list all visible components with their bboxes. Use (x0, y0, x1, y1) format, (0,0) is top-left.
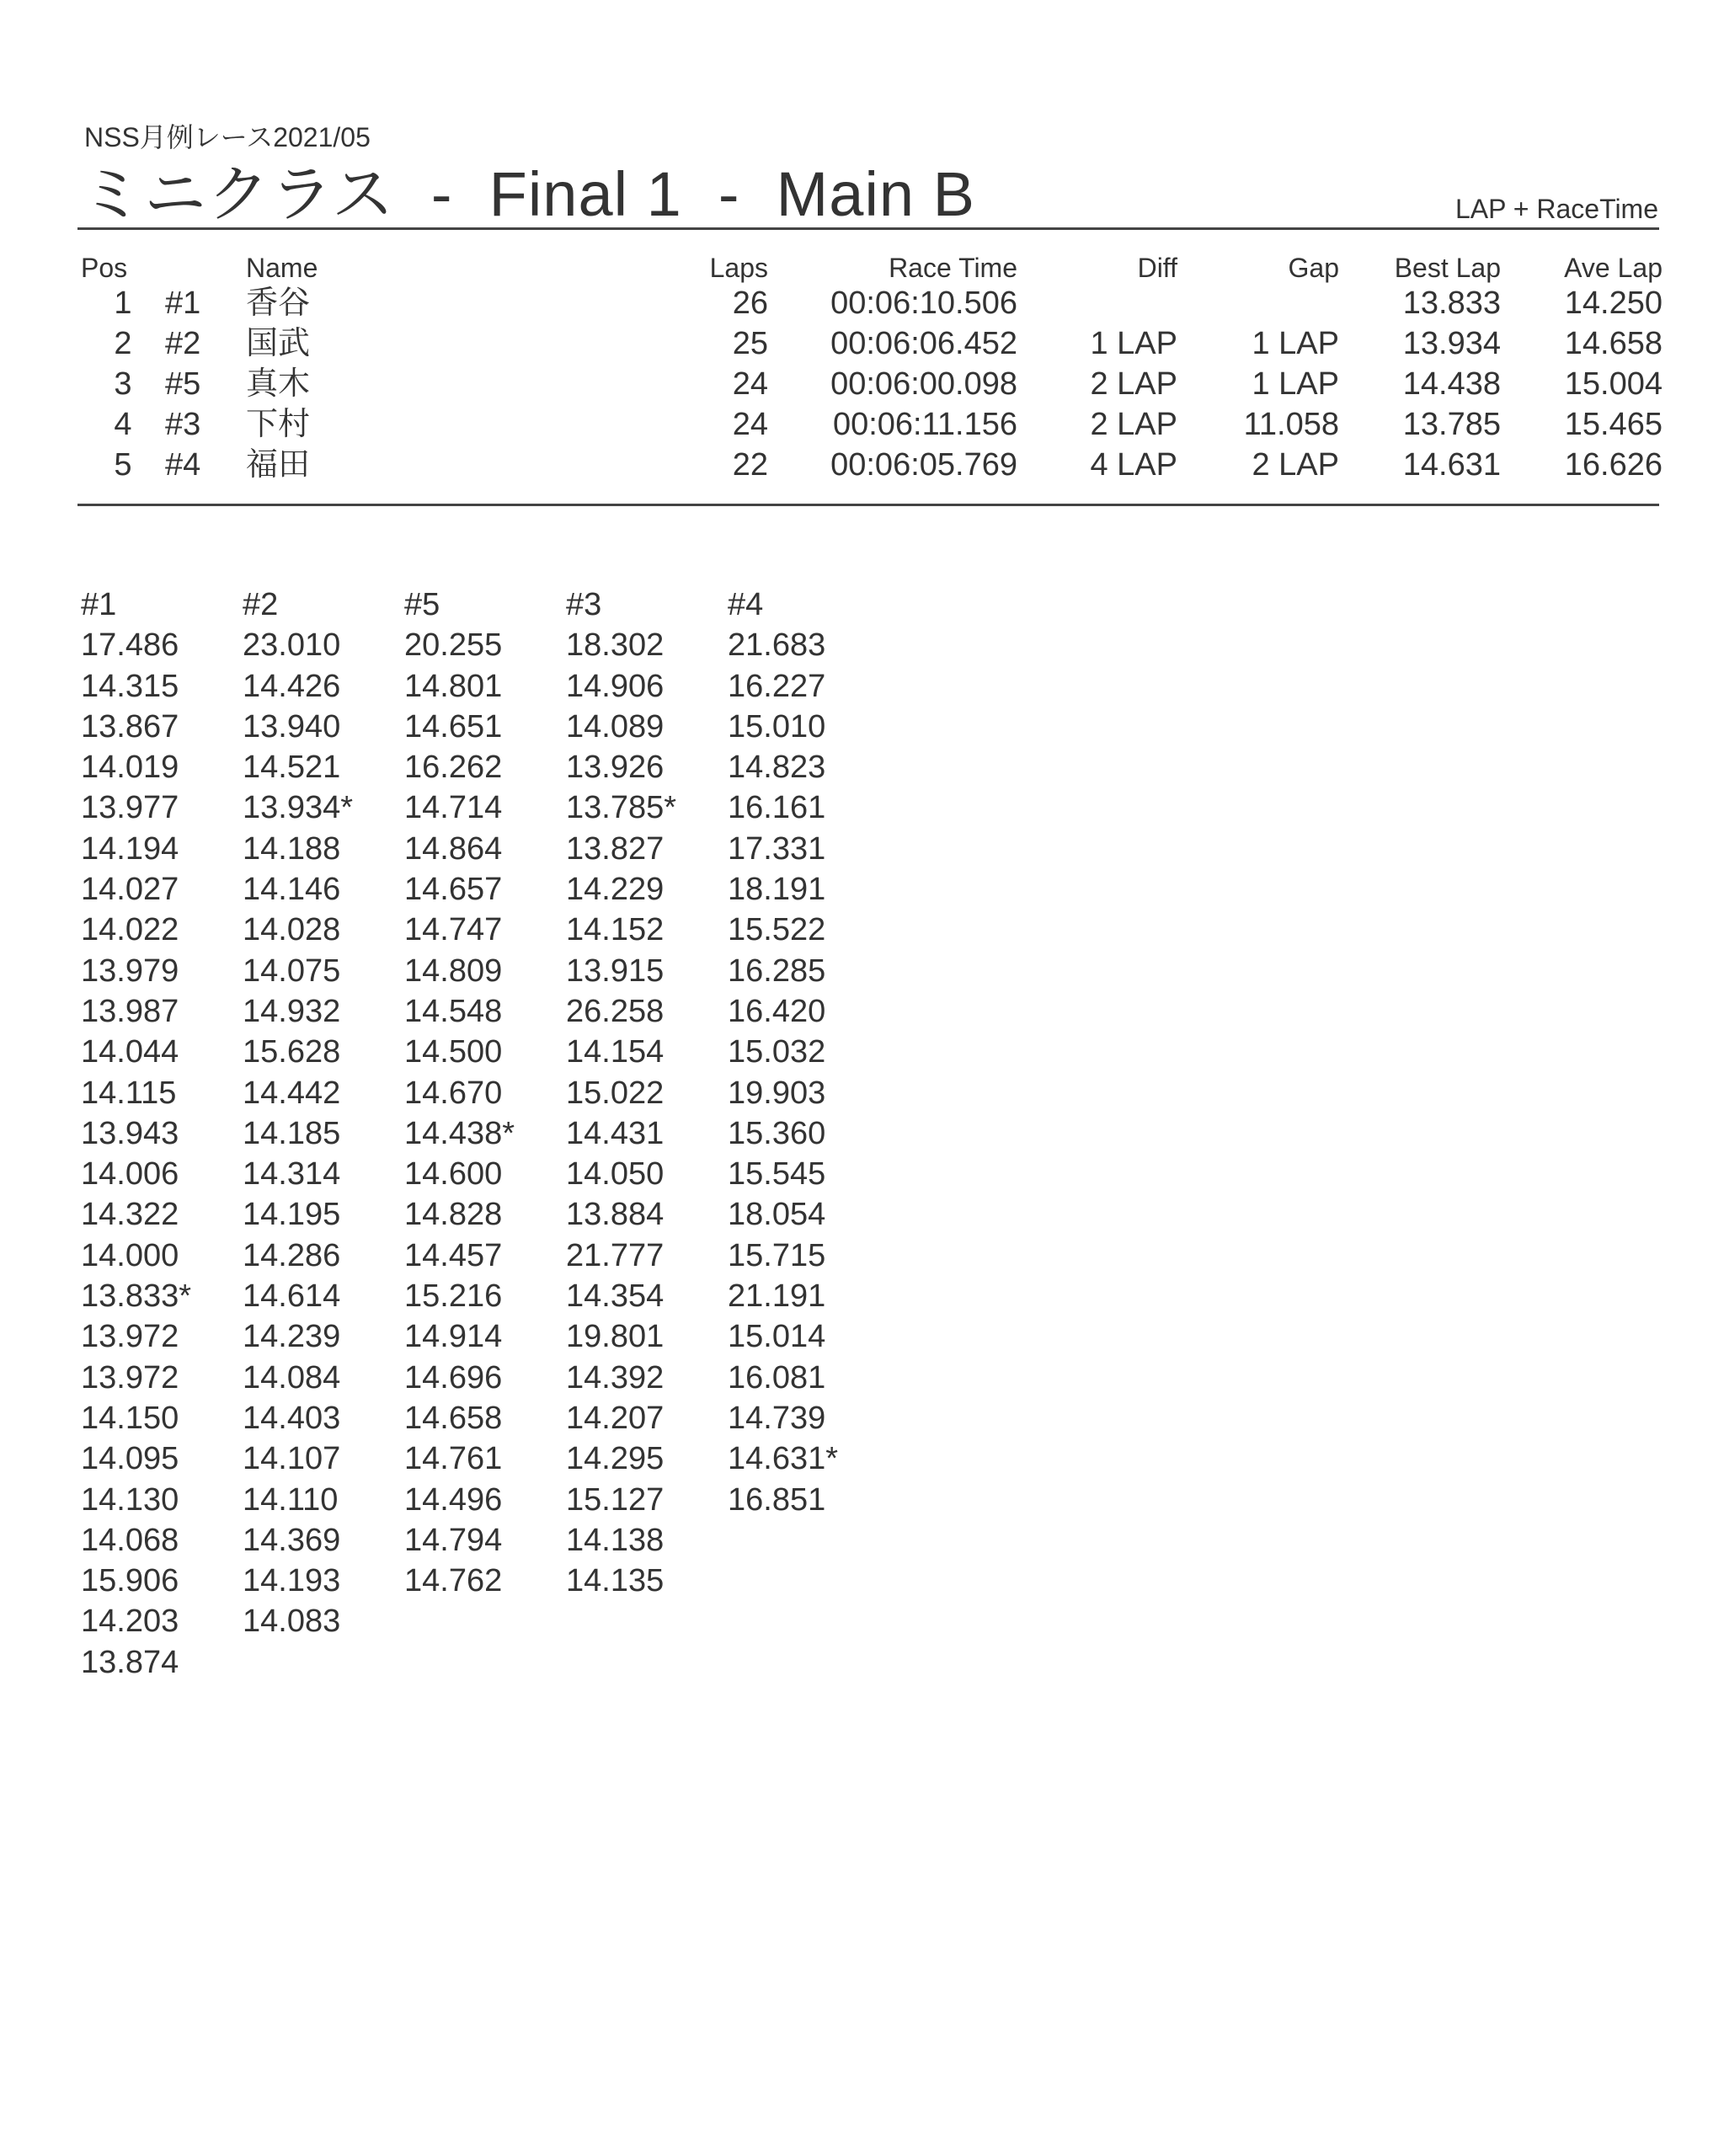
lap-time: 14.809 (404, 953, 503, 989)
driver-name-cell: 下村 (246, 407, 311, 442)
lap-time: 13.972 (81, 1359, 179, 1396)
lap-time: 21.191 (728, 1278, 826, 1315)
diff-cell: 4 LAP (1090, 447, 1177, 483)
col-best-lap: Best Lap (1394, 253, 1501, 283)
lap-time: 14.442 (243, 1075, 341, 1111)
lap-time: 14.027 (81, 872, 179, 908)
lap-column-header: #3 (566, 587, 602, 622)
pos-cell: 2 (114, 326, 132, 361)
pos-cell: 4 (114, 407, 132, 442)
lap-time: 14.658 (404, 1400, 503, 1436)
lap-time: 18.302 (566, 627, 665, 664)
race-time-cell: 00:06:05.769 (830, 447, 1017, 483)
page-title: ミニクラス - Final 1 - Main B (81, 159, 975, 229)
gap-cell: 1 LAP (1252, 326, 1339, 361)
gap-cell (1177, 283, 1339, 323)
lap-time: 13.926 (566, 750, 665, 786)
lap-time: 16.227 (728, 668, 826, 704)
best-lap-cell: 14.438 (1402, 366, 1501, 402)
lap-time: 16.851 (728, 1481, 826, 1518)
best-lap-cell: 13.785 (1402, 407, 1501, 442)
lap-time: 14.154 (566, 1034, 665, 1070)
ave-lap-cell: 14.250 (1564, 286, 1663, 321)
best-lap-cell: 13.934 (1402, 326, 1501, 361)
lap-time: 14.188 (243, 830, 341, 867)
lap-time: 14.194 (81, 830, 179, 867)
lap-time: 15.022 (566, 1075, 665, 1111)
lap-time: 14.864 (404, 830, 503, 867)
lap-time: 14.651 (404, 708, 503, 744)
lap-time: 14.657 (404, 872, 503, 908)
lap-time: 14.130 (81, 1481, 179, 1518)
results-header-row (81, 253, 1663, 283)
lap-time: 26.258 (566, 993, 665, 1029)
lap-time: 16.285 (728, 953, 826, 989)
lap-time: 13.979 (81, 953, 179, 989)
lap-column (404, 584, 566, 1683)
lap-time: 14.050 (566, 1156, 665, 1193)
lap-time: 23.010 (243, 627, 341, 664)
lap-time: 14.761 (404, 1441, 503, 1477)
car-number-cell: #4 (165, 447, 201, 483)
lap-time: 14.314 (243, 1156, 341, 1193)
lap-time: 13.977 (81, 790, 179, 826)
lap-time: 14.152 (566, 912, 665, 948)
lap-time: 14.185 (243, 1115, 341, 1151)
col-number (165, 253, 246, 283)
car-number-cell: #2 (165, 326, 201, 361)
lap-column-header: #2 (243, 587, 279, 622)
lap-time: 13.874 (81, 1644, 179, 1680)
table-row (81, 323, 1663, 364)
lap-time: 15.014 (728, 1319, 826, 1355)
lap-time: 15.715 (728, 1237, 826, 1273)
header-divider (77, 227, 1659, 230)
event-name: NSS月例レース2021/05 (84, 122, 371, 152)
car-number-cell: #1 (165, 286, 201, 321)
car-number-cell: #5 (165, 366, 201, 402)
lap-time: 14.084 (243, 1359, 341, 1396)
lap-time: 14.295 (566, 1441, 665, 1477)
driver-name-cell: 福田 (246, 447, 311, 483)
lap-time: 21.683 (728, 627, 826, 664)
lap-time: 14.193 (243, 1563, 341, 1599)
lap-time: 14.426 (243, 668, 341, 704)
lap-time: 15.360 (728, 1115, 826, 1151)
lap-time: 16.161 (728, 790, 826, 826)
lap-time: 14.195 (243, 1197, 341, 1233)
ave-lap-cell: 14.658 (1564, 326, 1663, 361)
lap-time: 14.006 (81, 1156, 179, 1193)
race-time-cell: 00:06:11.156 (832, 407, 1017, 442)
lap-time: 14.207 (566, 1400, 665, 1436)
lap-time: 16.081 (728, 1359, 826, 1396)
table-row (81, 283, 1663, 323)
lap-time: 14.022 (81, 912, 179, 948)
lap-time: 19.801 (566, 1319, 665, 1355)
ave-lap-cell: 15.004 (1564, 366, 1663, 402)
lap-time: 14.670 (404, 1075, 503, 1111)
pos-cell: 5 (114, 447, 132, 483)
ave-lap-cell: 15.465 (1564, 407, 1663, 442)
lap-time: 15.216 (404, 1278, 503, 1315)
race-time-cell: 00:06:00.098 (830, 366, 1017, 402)
lap-time: 14.000 (81, 1237, 179, 1273)
lap-time: 17.331 (728, 830, 826, 867)
lap-time: 14.028 (243, 912, 341, 948)
lap-time: 14.068 (81, 1522, 179, 1558)
lap-time: 14.739 (728, 1400, 826, 1436)
gap-cell: 11.058 (1243, 407, 1339, 442)
lap-time: 14.431 (566, 1115, 665, 1151)
diff-cell: 2 LAP (1090, 407, 1177, 442)
lap-time: 14.631* (728, 1441, 839, 1477)
lap-time: 14.600 (404, 1156, 503, 1193)
col-race-time: Race Time (889, 253, 1017, 283)
laps-cell: 24 (732, 366, 768, 402)
lap-time: 14.203 (81, 1604, 179, 1640)
lap-time: 14.500 (404, 1034, 503, 1070)
lap-time: 14.095 (81, 1441, 179, 1477)
lap-time: 15.522 (728, 912, 826, 948)
lap-column (243, 584, 404, 1683)
car-number-cell: #3 (165, 407, 201, 442)
diff-cell: 2 LAP (1090, 366, 1177, 402)
lap-time: 14.747 (404, 912, 503, 948)
lap-time: 14.089 (566, 708, 665, 744)
lap-time: 20.255 (404, 627, 503, 664)
pos-cell: 1 (114, 286, 132, 321)
ave-lap-cell: 16.626 (1564, 447, 1663, 483)
lap-time: 14.823 (728, 750, 826, 786)
table-row (81, 445, 1663, 485)
lap-column (728, 584, 889, 1683)
race-time-cell: 00:06:10.506 (830, 286, 1017, 321)
lap-time: 13.915 (566, 953, 665, 989)
timing-mode-label: LAP + RaceTime (1455, 194, 1658, 224)
lap-time: 13.972 (81, 1319, 179, 1355)
lap-column (81, 584, 243, 1683)
lap-time: 13.884 (566, 1197, 665, 1233)
lap-column-header: #4 (728, 587, 764, 622)
lap-time: 14.714 (404, 790, 503, 826)
col-ave-lap: Ave Lap (1564, 253, 1663, 283)
lap-time: 15.906 (81, 1563, 179, 1599)
lap-time: 14.083 (243, 1604, 341, 1640)
lap-time: 18.054 (728, 1197, 826, 1233)
driver-name-cell: 真木 (246, 366, 311, 402)
lap-time: 13.943 (81, 1115, 179, 1151)
lap-time: 14.696 (404, 1359, 503, 1396)
driver-name-cell: 香谷 (246, 286, 311, 321)
lap-time: 14.115 (81, 1075, 177, 1111)
table-row (81, 364, 1663, 404)
lap-time: 13.785* (566, 790, 677, 826)
lap-time: 14.019 (81, 750, 179, 786)
col-diff: Diff (1137, 253, 1177, 283)
col-pos: Pos (81, 253, 128, 283)
lap-time: 14.107 (243, 1441, 341, 1477)
lap-time: 14.354 (566, 1278, 665, 1315)
lap-time: 13.827 (566, 830, 665, 867)
lap-time: 14.932 (243, 993, 341, 1029)
lap-time: 14.548 (404, 993, 503, 1029)
lap-time: 14.146 (243, 872, 341, 908)
best-lap-cell: 14.631 (1402, 447, 1501, 483)
lap-time: 14.110 (243, 1481, 339, 1518)
table-row (81, 404, 1663, 445)
lap-time: 14.828 (404, 1197, 503, 1233)
lap-time: 21.777 (566, 1237, 665, 1273)
lap-time: 14.150 (81, 1400, 179, 1436)
laps-cell: 24 (732, 407, 768, 442)
lap-time: 14.138 (566, 1522, 665, 1558)
diff-cell (1017, 283, 1177, 323)
lap-time: 15.032 (728, 1034, 826, 1070)
lap-time: 15.127 (566, 1481, 665, 1518)
lap-column (566, 584, 728, 1683)
lap-time: 18.191 (728, 872, 826, 908)
lap-time: 14.914 (404, 1319, 503, 1355)
lap-time: 15.010 (728, 708, 826, 744)
lap-time: 14.801 (404, 668, 503, 704)
col-laps: Laps (709, 253, 768, 283)
col-gap: Gap (1288, 253, 1339, 283)
lap-time: 14.075 (243, 953, 341, 989)
lap-time: 14.457 (404, 1237, 503, 1273)
lap-time: 14.322 (81, 1197, 179, 1233)
lap-time: 19.903 (728, 1075, 826, 1111)
lap-time: 14.403 (243, 1400, 341, 1436)
col-name: Name (246, 253, 318, 283)
lap-time: 14.239 (243, 1319, 341, 1355)
lap-time: 15.628 (243, 1034, 341, 1070)
lap-time: 14.762 (404, 1563, 503, 1599)
gap-cell: 2 LAP (1252, 447, 1339, 483)
lap-time: 16.420 (728, 993, 826, 1029)
diff-cell: 1 LAP (1090, 326, 1177, 361)
lap-time: 16.262 (404, 750, 503, 786)
lap-time: 17.486 (81, 627, 179, 664)
laps-cell: 26 (732, 286, 768, 321)
lap-time: 14.614 (243, 1278, 341, 1315)
lap-time: 14.496 (404, 1481, 503, 1518)
lap-time: 14.286 (243, 1237, 341, 1273)
gap-cell: 1 LAP (1252, 366, 1339, 402)
pos-cell: 3 (114, 366, 132, 402)
lap-time: 14.044 (81, 1034, 179, 1070)
lap-time: 14.438* (404, 1115, 515, 1151)
lap-time: 13.934* (243, 790, 354, 826)
race-time-cell: 00:06:06.452 (830, 326, 1017, 361)
lap-time: 14.794 (404, 1522, 503, 1558)
lap-time: 14.315 (81, 668, 179, 704)
lap-time: 14.135 (566, 1563, 665, 1599)
driver-name-cell: 国武 (246, 326, 311, 361)
lap-column-header: #5 (404, 587, 440, 622)
lap-column-header: #1 (81, 587, 117, 622)
laps-cell: 25 (732, 326, 768, 361)
laps-cell: 22 (732, 447, 768, 483)
lap-time: 13.833* (81, 1278, 192, 1315)
lap-time: 14.229 (566, 872, 665, 908)
lap-times-grid (81, 584, 889, 1683)
lap-time: 13.940 (243, 708, 341, 744)
lap-time: 13.987 (81, 993, 179, 1029)
results-divider (77, 504, 1659, 506)
results-table (81, 253, 1663, 485)
lap-time: 15.545 (728, 1156, 826, 1193)
lap-time: 14.392 (566, 1359, 665, 1396)
best-lap-cell: 13.833 (1402, 286, 1501, 321)
lap-time: 13.867 (81, 708, 179, 744)
lap-time: 14.906 (566, 668, 665, 704)
lap-time: 14.521 (243, 750, 341, 786)
lap-time: 14.369 (243, 1522, 341, 1558)
